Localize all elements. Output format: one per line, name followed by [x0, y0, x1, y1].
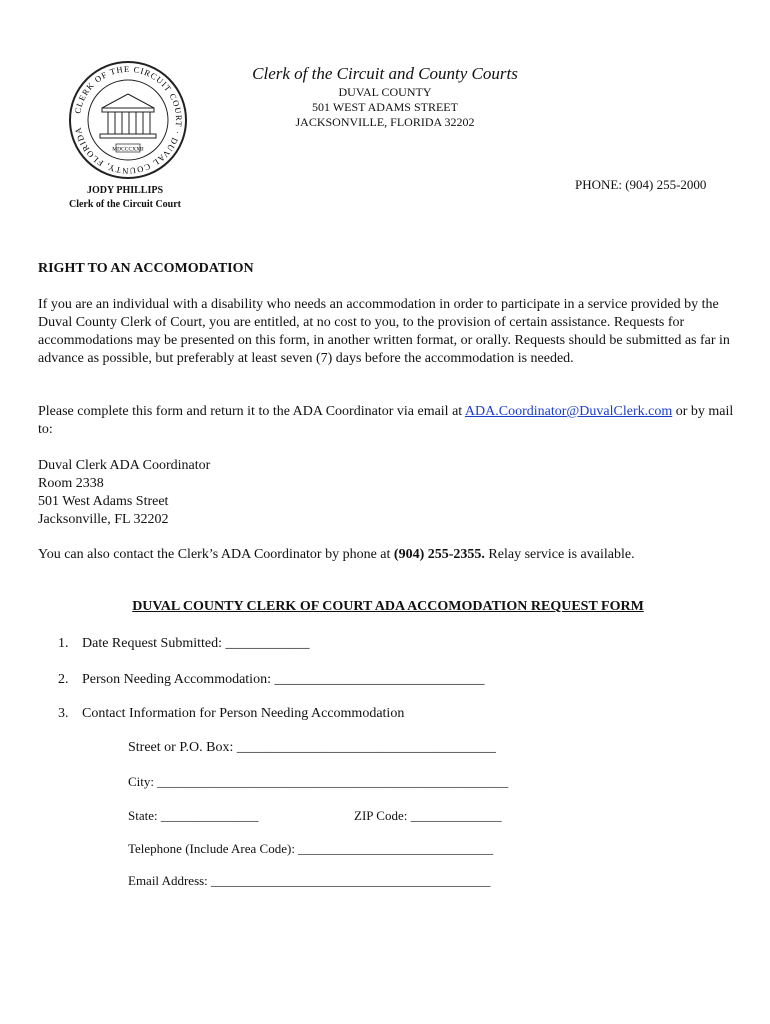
- form-item-date[interactable]: [58, 636, 309, 652]
- mail-line: 501 West Adams Street: [38, 494, 169, 509]
- intro-paragraph: If you are an individual with a disability who needs an accommodation in order to participate in a service provided by the Duval County Clerk of Court, you are entitled, at no cost to you, to the provision of certain assistance. Requests for accommodations may be presented on this form, in another written format, or orally. Requests should be submitted as far in advance as possible, but preferably at least seven (7) days before the accommodation is needed.: [38, 297, 730, 366]
- form-title: DUVAL COUNTY CLERK OF COURT ADA ACCOMODATION REQUEST FORM: [132, 599, 644, 614]
- courthouse-icon: [100, 94, 156, 138]
- email-link[interactable]: ADA.Coordinator@DuvalClerk.com: [464, 404, 673, 419]
- item-label: Contact Information for Person Needing Accommodation: [82, 706, 405, 721]
- state-field[interactable]: State: _______________: [128, 808, 259, 823]
- item-number: 2.: [58, 672, 69, 687]
- mailing-address: [38, 457, 738, 529]
- form-item-contact: [58, 706, 404, 722]
- mail-line: Jacksonville, FL 32202: [38, 512, 169, 527]
- item-label: Person Needing Accommodation: ______________________________: [82, 672, 485, 687]
- office-city: JACKSONVILLE, FLORIDA 32202: [295, 115, 475, 129]
- ada-phone: (904) 255-2355.: [393, 547, 485, 562]
- phone-text-end: Relay service is available.: [484, 547, 635, 562]
- instructions-text-end: or by mail to:: [38, 404, 734, 437]
- item-number: 3.: [58, 706, 69, 721]
- phone-text: You can also contact the Clerk’s ADA Coordinator by phone at: [38, 547, 394, 562]
- section-heading: RIGHT TO AN ACCOMODATION: [38, 261, 254, 276]
- clerk-title: Clerk of the Circuit Court: [68, 199, 182, 210]
- zip-field[interactable]: ZIP Code: ______________: [354, 808, 502, 823]
- item-label: Date Request Submitted: ____________: [82, 636, 310, 651]
- seal-outer-ring: [70, 62, 186, 178]
- mail-line: Duval Clerk ADA Coordinator: [38, 458, 211, 473]
- phone-paragraph: [38, 546, 738, 564]
- seal-year: MDCCCXXII: [112, 146, 144, 153]
- form-item-person[interactable]: [58, 672, 484, 688]
- court-seal: [68, 60, 188, 180]
- telephone-field[interactable]: Telephone (Include Area Code): ______________________________: [128, 841, 494, 856]
- clerk-name: JODY PHILLIPS: [86, 185, 164, 196]
- street-field[interactable]: Street or P.O. Box: _____________________________________: [128, 740, 496, 755]
- seal-ring-text: CLERK OF THE CIRCUIT COURT · DUVAL COUNTY, FLORIDA: [72, 63, 185, 177]
- item-number: 1.: [58, 636, 69, 651]
- county-name: DUVAL COUNTY: [338, 85, 432, 99]
- office-title: Clerk of the Circuit and County Courts: [252, 64, 518, 83]
- instructions-text: Please complete this form and return it to the ADA Coordinator via email at: [38, 404, 465, 419]
- email-field[interactable]: Email Address: ___________________________________________: [128, 873, 491, 888]
- city-field[interactable]: City: ______________________________________________________: [128, 774, 509, 789]
- office-street: 501 WEST ADAMS STREET: [312, 100, 458, 114]
- instructions-paragraph: [38, 403, 738, 439]
- office-phone: PHONE: (904) 255-2000: [575, 177, 707, 192]
- mail-line: Room 2338: [38, 476, 104, 491]
